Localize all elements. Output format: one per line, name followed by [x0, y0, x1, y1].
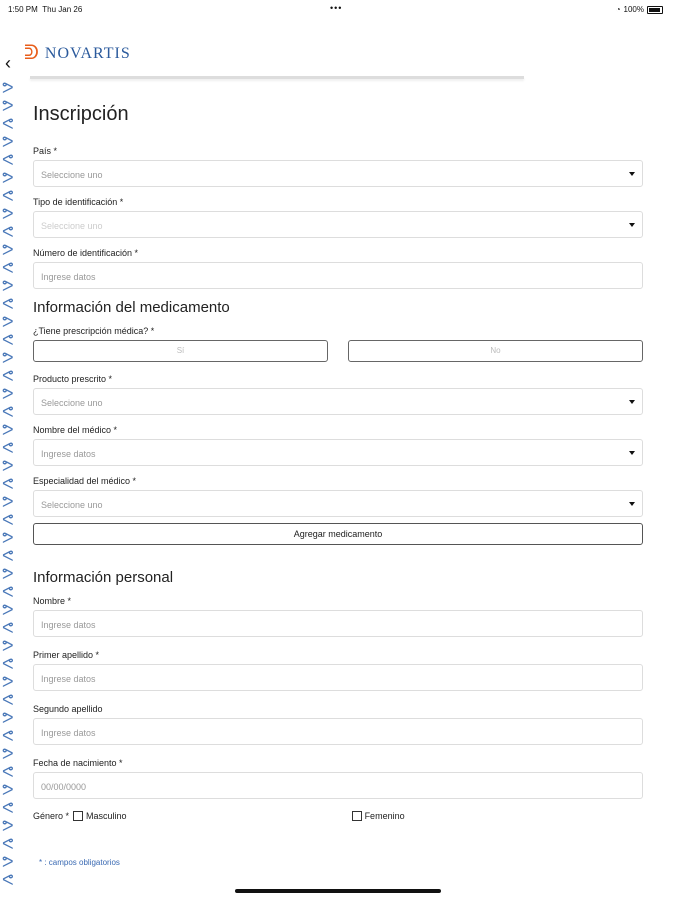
product-placeholder: Seleccione uno [41, 398, 103, 408]
gender-female-checkbox[interactable] [352, 811, 362, 821]
name-label: Nombre * [33, 596, 72, 606]
product-label: Producto prescrito * [33, 374, 113, 384]
novartis-flame-icon: ᕲ [24, 42, 39, 64]
id-type-placeholder: Seleccione uno [41, 221, 103, 231]
prescription-yes-button[interactable]: Sí [33, 340, 328, 362]
wifi-icon: ◔ [615, 5, 621, 14]
second-surname-label: Segundo apellido [33, 704, 103, 714]
brand-logo [24, 42, 131, 65]
name-input[interactable] [33, 610, 643, 637]
birthdate-input[interactable] [33, 772, 643, 799]
name-placeholder: Ingrese datos [41, 620, 96, 630]
id-number-placeholder: Ingrese datos [41, 272, 96, 282]
battery-icon [647, 6, 663, 14]
gender-group [33, 811, 643, 821]
gender-male-label[interactable]: Masculino [86, 811, 127, 821]
gender-female-label[interactable]: Femenino [364, 811, 405, 821]
id-type-label: Tipo de identificación * [33, 197, 124, 207]
id-number-label: Número de identificación * [33, 248, 139, 258]
country-placeholder: Seleccione uno [41, 170, 103, 180]
personal-heading: Información personal [33, 569, 174, 586]
time-text: 1:50 PM [8, 5, 38, 14]
specialty-placeholder: Seleccione uno [41, 500, 103, 510]
birthdate-placeholder: 00/00/0000 [41, 782, 87, 792]
doctor-select[interactable] [33, 439, 643, 466]
caret-down-icon [629, 502, 635, 506]
first-surname-input[interactable] [33, 664, 643, 691]
id-type-select[interactable] [33, 211, 643, 238]
add-medication-button[interactable]: Agregar medicamento [33, 523, 643, 545]
date-text: Thu Jan 26 [42, 5, 83, 14]
prescription-label: ¿Tiene prescripción médica? * [33, 326, 155, 336]
caret-down-icon [629, 223, 635, 227]
birthdate-label: Fecha de nacimiento * [33, 758, 123, 768]
registration-form [33, 100, 643, 821]
caret-down-icon [629, 172, 635, 176]
status-time [8, 5, 82, 14]
specialty-label: Especialidad del médico * [33, 476, 137, 486]
battery-percent: 100% [623, 5, 644, 14]
specialty-select[interactable] [33, 490, 643, 517]
caret-down-icon [629, 451, 635, 455]
doctor-label: Nombre del médico * [33, 425, 118, 435]
prescription-toggle-group [33, 340, 643, 362]
status-bar [0, 0, 675, 18]
prescription-no-button[interactable]: No [348, 340, 643, 362]
page-title: Inscripción [33, 103, 129, 125]
second-surname-placeholder: Ingrese datos [41, 728, 96, 738]
gender-label: Género * [33, 811, 70, 821]
country-select[interactable] [33, 160, 643, 187]
decorative-side-pattern: ᕗ ᕗ ᕙ ᕗ ᕙ ᕗ ᕙ ᕗ ᕙ ᕗ ᕙ ᕗ ᕙ ᕗ ᕙ ᕗ ᕙ ᕗ ᕙ ᕗ ᕙ ᕗ ᕙ ᕗ ᕙ ᕗ ᕙ ᕗ ᕙ ᕗ ᕙ ᕗ ᕙ ᕗ ᕙ ᕗ ᕙ ᕗ ᕙ ᕗ ᕙ ᕗ ᕙ ᕗ ᕙ [2, 80, 14, 889]
first-surname-label: Primer apellido * [33, 650, 100, 660]
medication-heading: Información del medicamento [33, 299, 230, 316]
second-surname-input[interactable] [33, 718, 643, 745]
header-divider [30, 76, 524, 79]
gender-female-option [348, 811, 405, 821]
first-surname-placeholder: Ingrese datos [41, 674, 96, 684]
doctor-placeholder: Ingrese datos [41, 449, 96, 459]
id-number-input[interactable] [33, 262, 643, 289]
back-button[interactable]: ‹ [5, 53, 11, 73]
status-right [616, 5, 663, 14]
multitasking-dots[interactable]: ••• [330, 3, 343, 13]
caret-down-icon [629, 400, 635, 404]
country-label: País * [33, 146, 58, 156]
brand-name: NOVARTIS [44, 44, 131, 62]
home-indicator[interactable] [235, 889, 441, 893]
gender-male-checkbox[interactable] [73, 811, 83, 821]
required-fields-note: * : campos obligatorios [39, 858, 120, 867]
product-select[interactable] [33, 388, 643, 415]
